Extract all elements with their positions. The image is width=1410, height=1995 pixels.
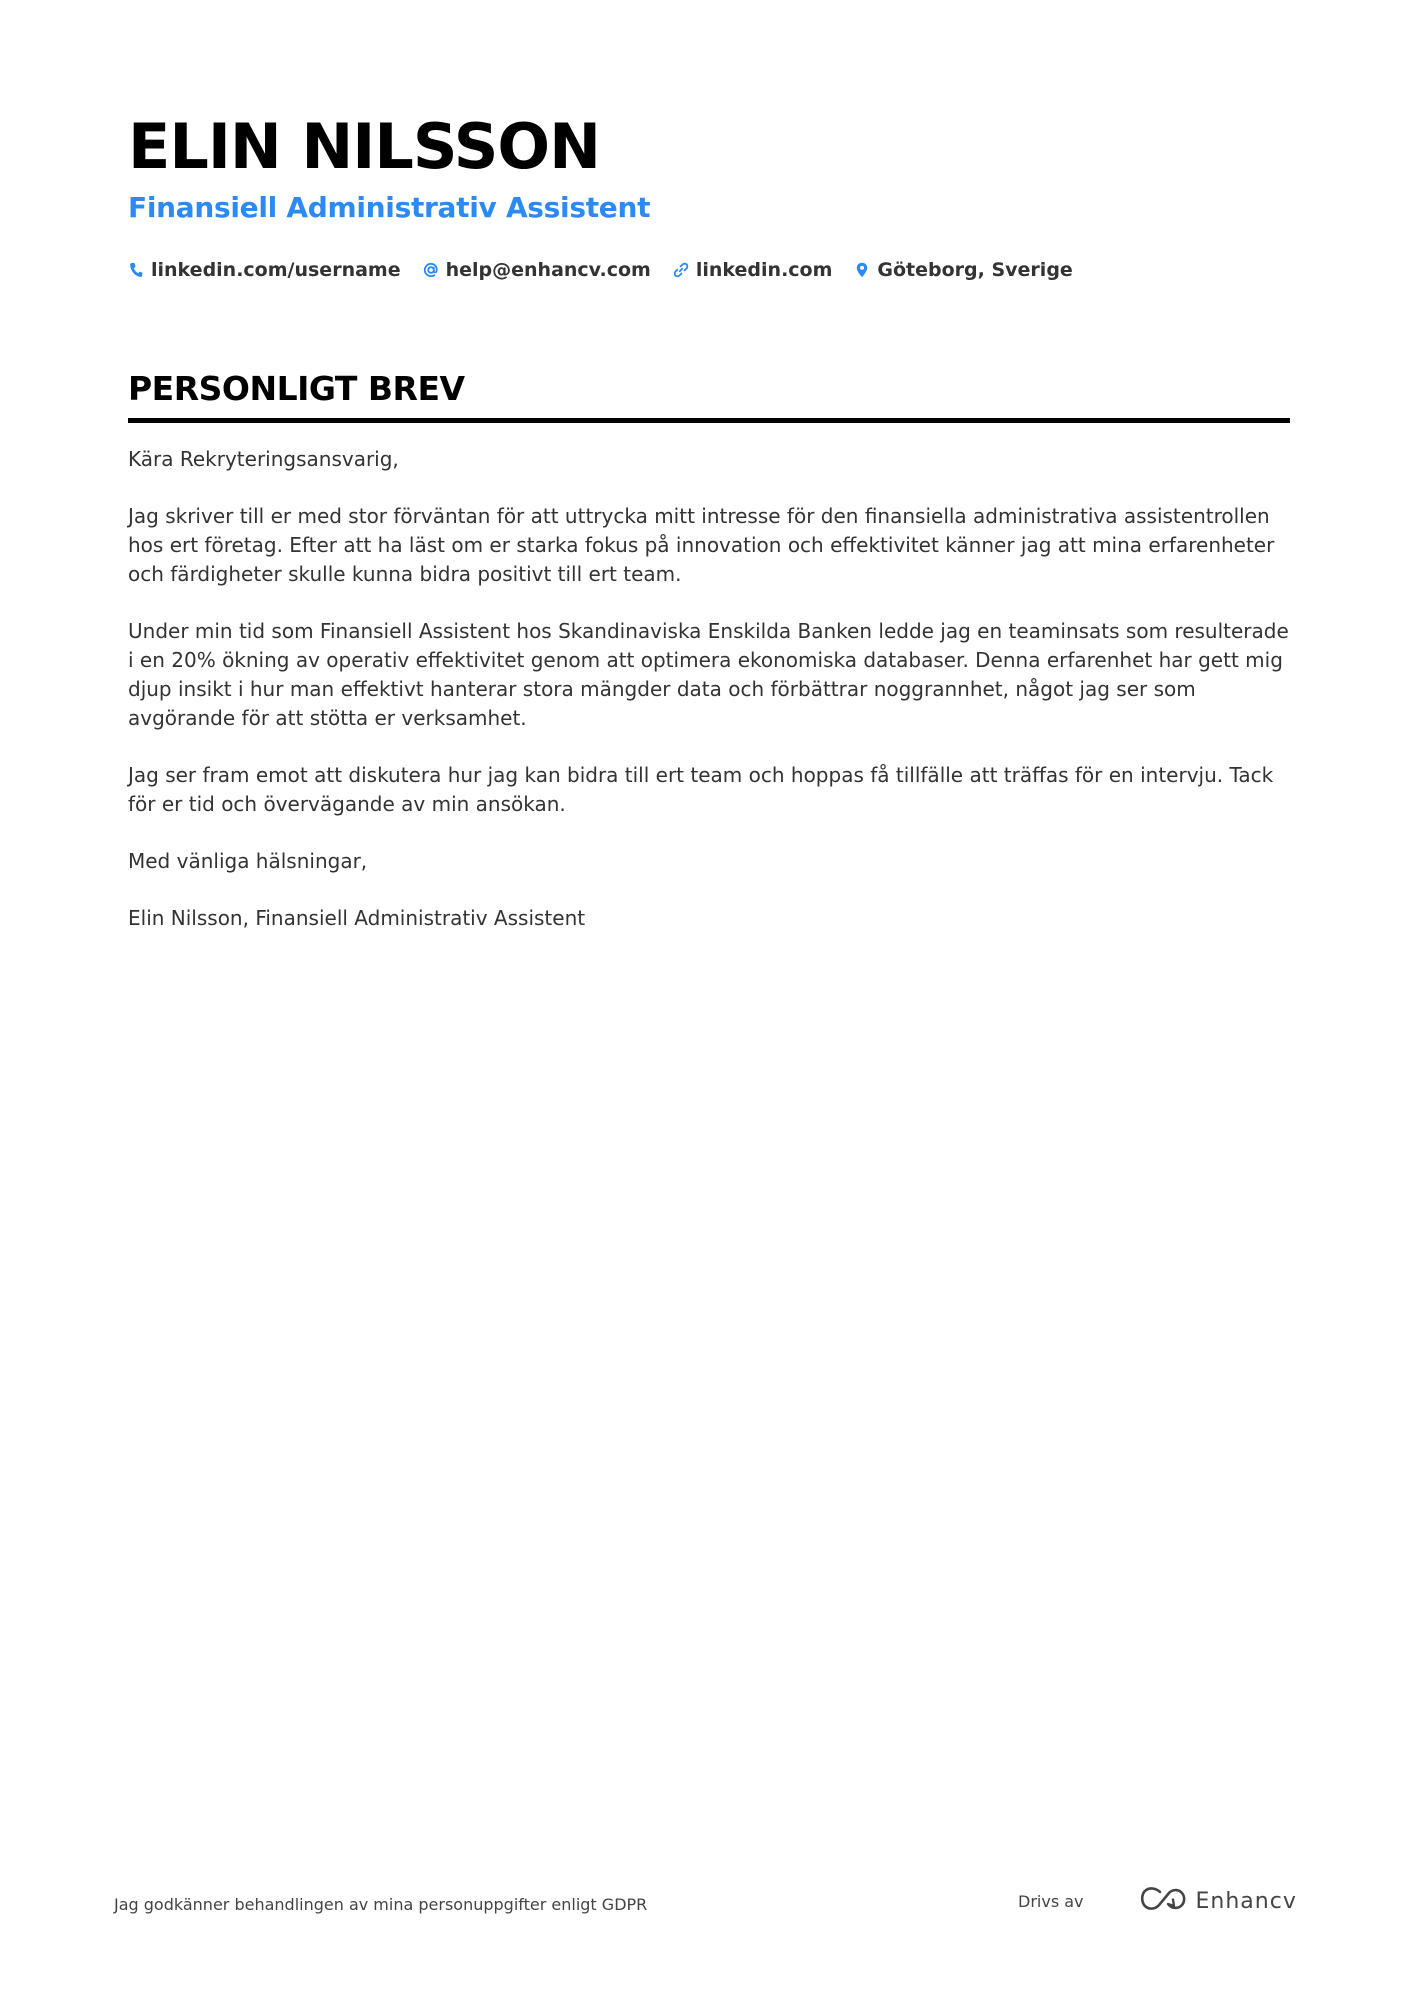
letter-signature: Elin Nilsson, Finansiell Administrativ Assistent — [128, 906, 586, 930]
section-divider — [128, 418, 1290, 423]
contact-location-text: Göteborg, Sverige — [877, 259, 1073, 281]
contact-list — [128, 256, 1288, 284]
letter-paragraph: Jag skriver till er med stor förväntan för att uttrycka mitt intresse för den finansiella administrativa assistentrollen hos ert företag. Efter att ha läst om er starka fokus på innovation och effektivitet känner jag att mina erfarenheter och färdigheter skulle kunna bidra positivt till ert team. — [128, 504, 1275, 586]
letter-paragraph: Under min tid som Finansiell Assistent hos Skandinaviska Enskilda Banken ledde jag en teaminsats som resulterade i en 20% ökning av operativ effektivitet genom att optimera ekonomiska databaser. Denna erfarenhet har gett mig djup insikt i hur man effektivt hanterar stora mängder data och förbättrar noggrannhet, något jag ser som avgörande för att stötta er verksamhet. — [128, 619, 1289, 730]
candidate-name: ELIN NILSSON — [128, 110, 600, 183]
link-icon — [673, 261, 689, 279]
letter-paragraph: Jag ser fram emot att diskutera hur jag kan bidra till ert team och hoppas få tillfälle att träffas för en intervju. Tack för er tid och övervägande av min ansökan. — [128, 763, 1274, 816]
letter-closing: Med vänliga hälsningar, — [128, 849, 368, 873]
enhancv-logo[interactable] — [1140, 1886, 1297, 1917]
phone-icon — [128, 261, 144, 279]
cover-letter-section — [128, 368, 1290, 961]
header — [128, 108, 1288, 284]
gdpr-consent: Jag godkänner behandlingen av mina personuppgifter enligt GDPR — [114, 1895, 648, 1914]
at-icon — [423, 261, 439, 279]
enhancv-logo-icon — [1140, 1886, 1188, 1917]
letter-greeting: Kära Rekryteringsansvarig, — [128, 447, 399, 471]
powered-by-label: Drivs av — [1018, 1892, 1084, 1911]
enhancv-logo-text: Enhancv — [1195, 1889, 1297, 1914]
powered-by — [1018, 1886, 1297, 1917]
job-title: Finansiell Administrativ Assistent — [128, 191, 651, 224]
section-title: PERSONLIGT BREV — [128, 369, 465, 408]
contact-link[interactable] — [673, 259, 833, 281]
letter-body — [128, 445, 1290, 933]
contact-email-text: help@enhancv.com — [445, 259, 651, 281]
location-pin-icon — [854, 261, 870, 279]
contact-email[interactable] — [423, 259, 651, 281]
contact-phone[interactable] — [128, 259, 401, 281]
contact-location — [854, 259, 1072, 281]
contact-phone-text: linkedin.com/username — [151, 259, 401, 281]
contact-link-text: linkedin.com — [695, 259, 833, 281]
